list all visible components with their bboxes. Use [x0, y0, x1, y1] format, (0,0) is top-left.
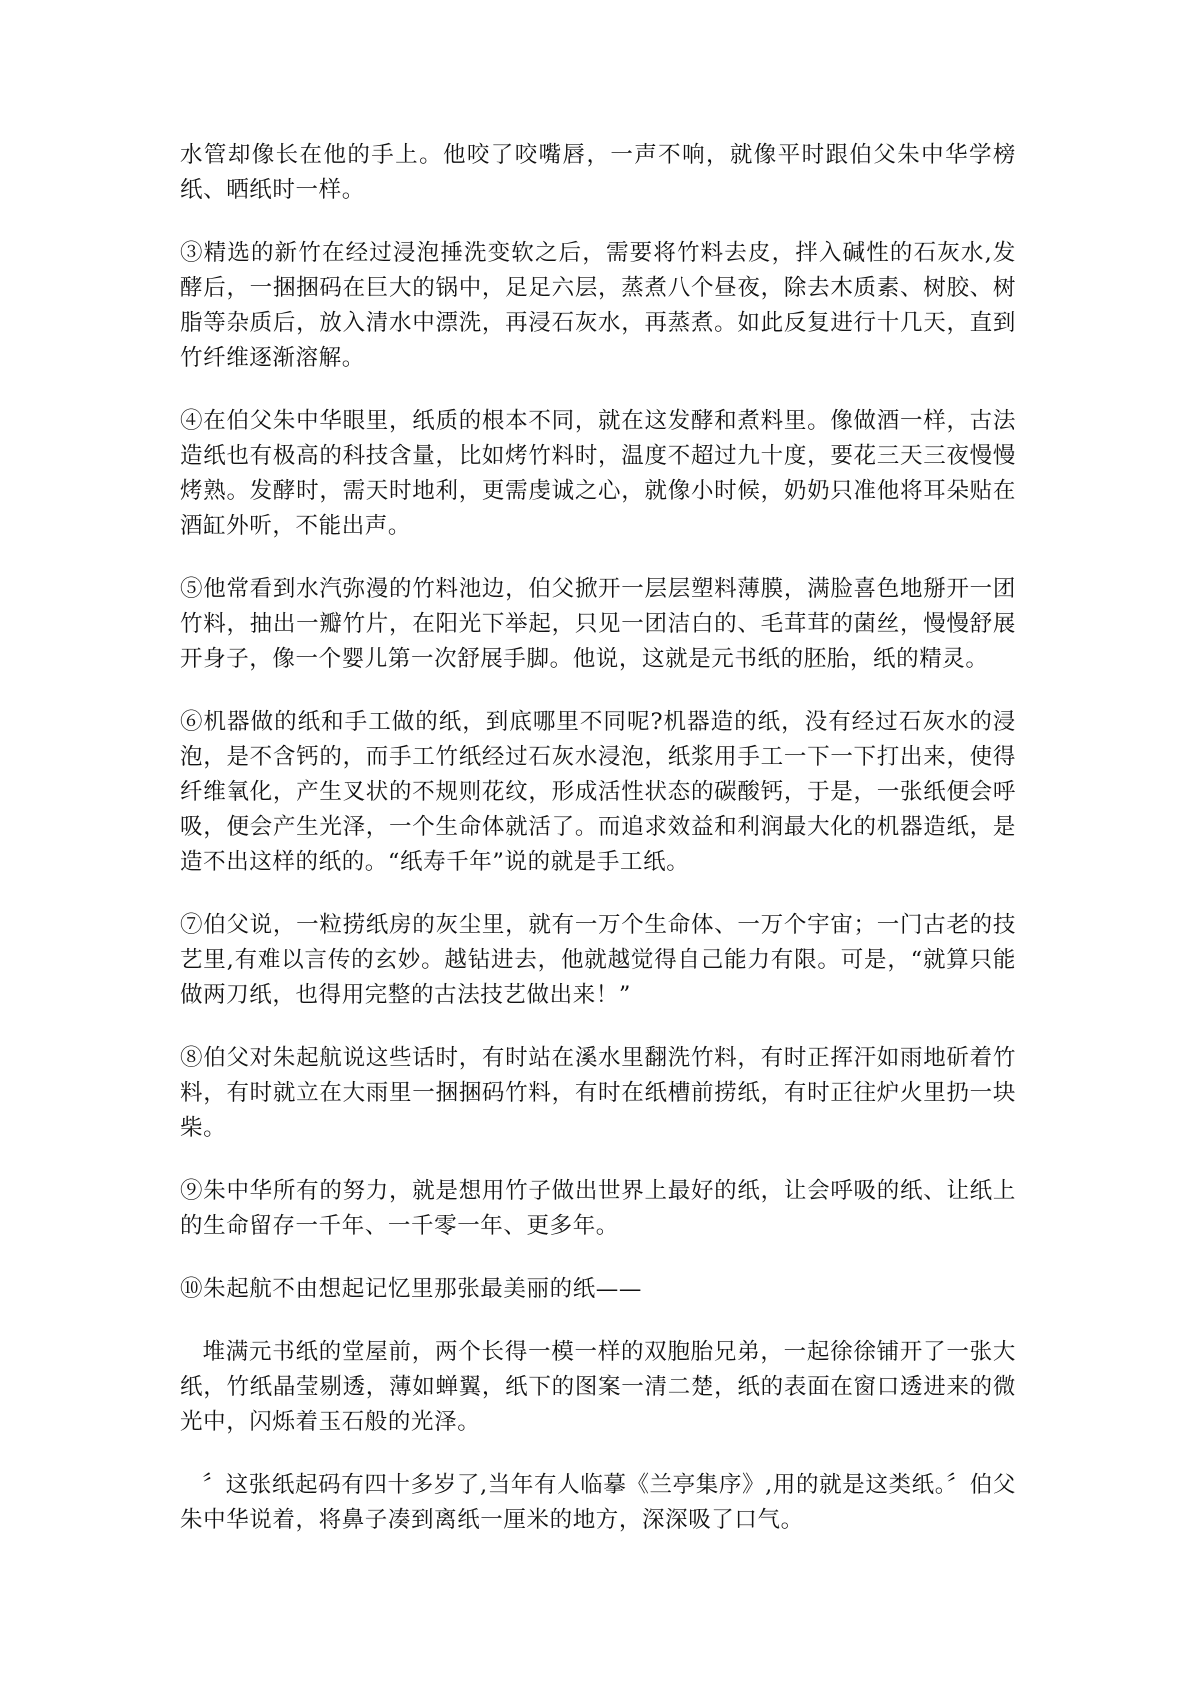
- paragraph-7: ⑦伯父说，一粒捞纸房的灰尘里，就有一万个生命体、一万个宇宙；一门古老的技艺里,有难以言传的玄妙。越钻进去，他就越觉得自己能力有限。可是，“就算只能做两刀纸，也得用完整的古法技艺做出来！”: [180, 912, 1016, 1008]
- paragraph-4: ④在伯父朱中华眼里，纸质的根本不同，就在这发酵和煮料里。像做酒一样，古法造纸也有极高的科技含量，比如烤竹料时，温度不超过九十度，要花三天三夜慢慢烤熟。发酵时，需天时地利，更需虔诚之心，就像小时候，奶奶只准他将耳朵贴在酒缸外听，不能出声。: [180, 408, 1016, 539]
- paragraph-6: ⑥机器做的纸和手工做的纸，到底哪里不同呢?机器造的纸，没有经过石灰水的浸泡，是不含钙的，而手工竹纸经过石灰水浸泡，纸浆用手工一下一下打出来，使得纤维氧化，产生叉状的不规则花纹，形成活性状态的碳酸钙，于是，一张纸便会呼吸，便会产生光泽，一个生命体就活了。而追求效益和利润最大化的机器造纸，是造不出这样的纸的。“纸寿千年”说的就是手工纸。: [180, 709, 1016, 875]
- document-page: [180, 138, 1016, 1566]
- paragraph-memory: 堆满元书纸的堂屋前，两个长得一模一样的双胞胎兄弟，一起徐徐铺开了一张大纸，竹纸晶莹剔透，薄如蝉翼，纸下的图案一清二楚，纸的表面在窗口透进来的微光中，闪烁着玉石般的光泽。: [180, 1339, 1016, 1435]
- paragraph-quote: 〞这张纸起码有四十多岁了,当年有人临摹《兰亭集序》,用的就是这类纸。〞伯父朱中华说着，将鼻子凑到离纸一厘米的地方，深深吸了口气。: [180, 1472, 1016, 1533]
- paragraph-5: ⑤他常看到水汽弥漫的竹料池边，伯父掀开一层层塑料薄膜，满脸喜色地掰开一团竹料，抽出一瓣竹片，在阳光下举起，只见一团洁白的、毛茸茸的菌丝，慢慢舒展开身子，像一个婴儿第一次舒展手脚。他说，这就是元书纸的胚胎，纸的精灵。: [180, 576, 1016, 672]
- paragraph-10: ⑩朱起航不由想起记忆里那张最美丽的纸——: [180, 1276, 643, 1302]
- paragraph-8: ⑧伯父对朱起航说这些话时，有时站在溪水里翻洗竹料，有时正挥汗如雨地斫着竹料，有时就立在大雨里一捆捆码竹料，有时在纸槽前捞纸，有时正往炉火里扔一块柴。: [180, 1045, 1016, 1141]
- paragraph-9: ⑨朱中华所有的努力，就是想用竹子做出世界上最好的纸，让会呼吸的纸、让纸上的生命留存一千年、一千零一年、更多年。: [180, 1178, 1016, 1239]
- paragraph-1: 水管却像长在他的手上。他咬了咬嘴唇，一声不响，就像平时跟伯父朱中华学榜纸、晒纸时一样。: [180, 142, 1016, 203]
- paragraph-3: ③精选的新竹在经过浸泡捶洗变软之后，需要将竹料去皮，拌入碱性的石灰水,发酵后，一捆捆码在巨大的锅中，足足六层，蒸煮八个昼夜，除去木质素、树胶、树脂等杂质后，放入清水中漂洗，再浸石灰水，再蒸煮。如此反复进行十几天，直到竹纤维逐渐溶解。: [180, 240, 1016, 371]
